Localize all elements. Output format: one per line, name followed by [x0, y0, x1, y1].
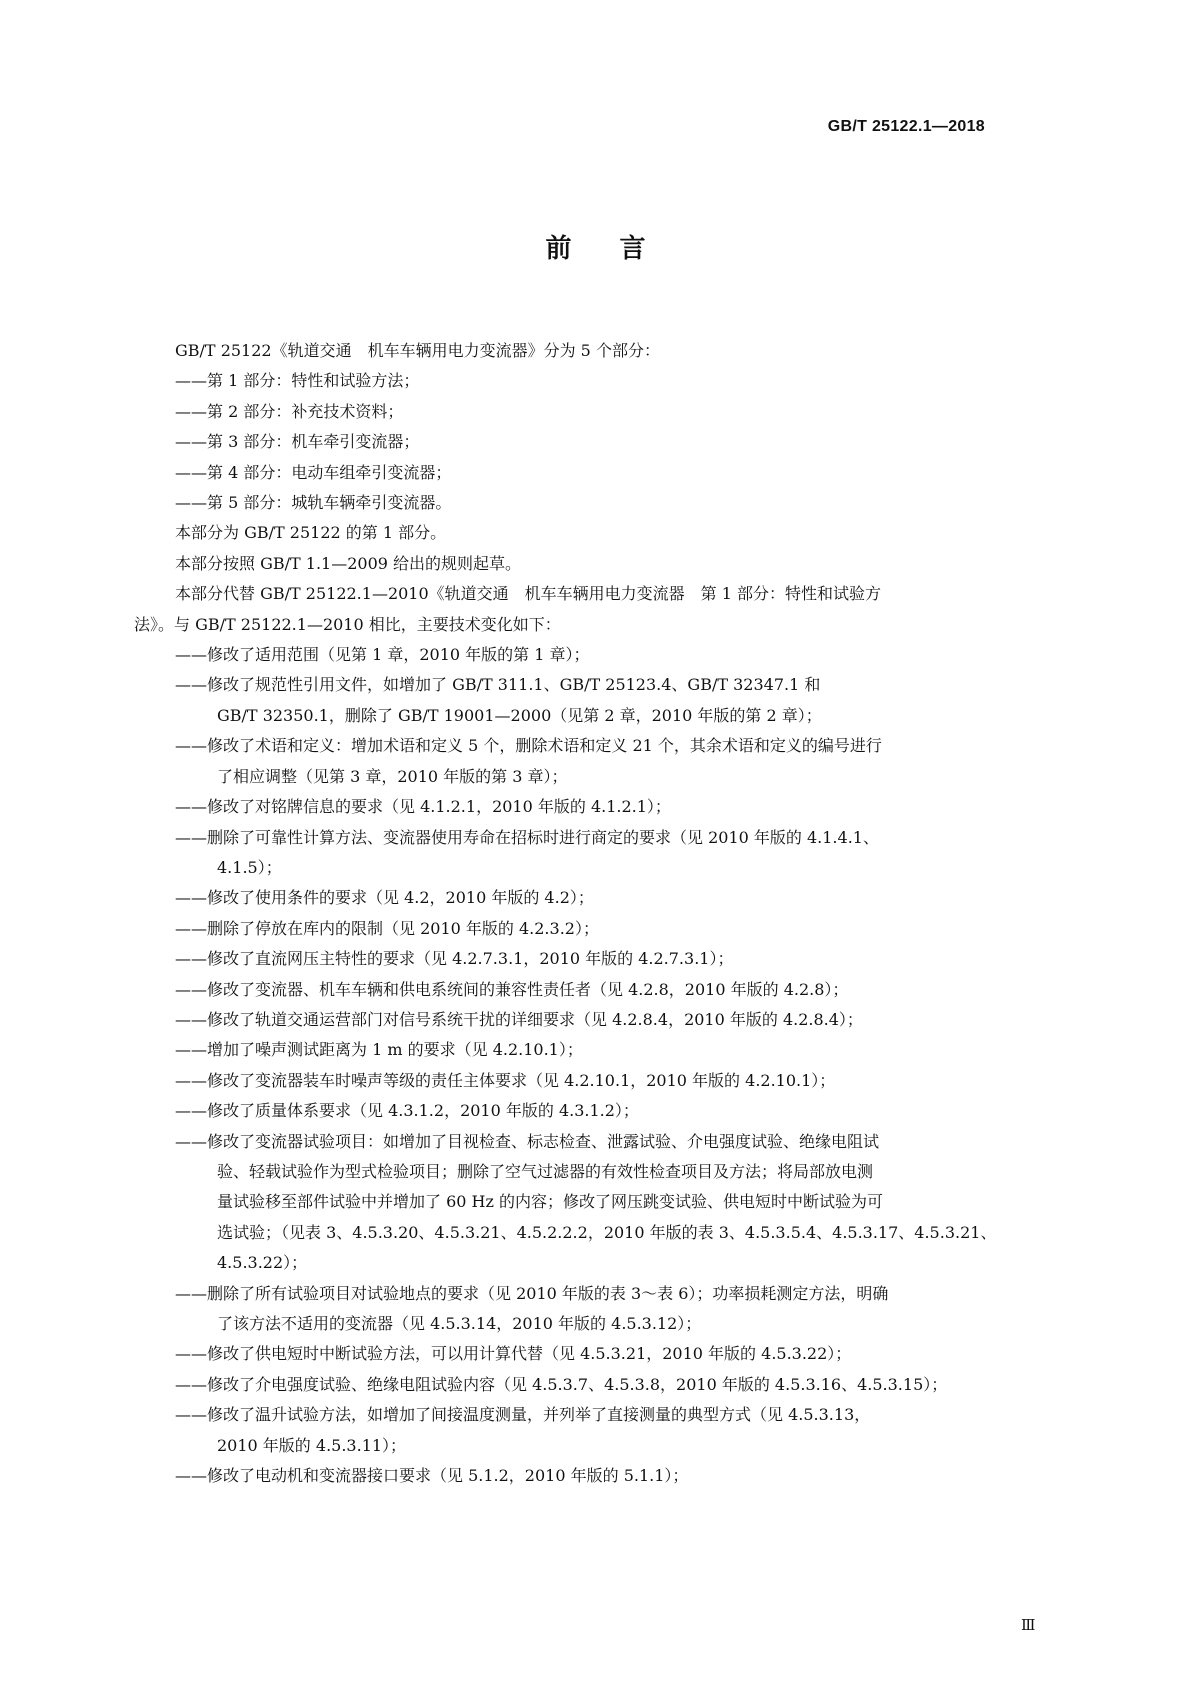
list-item-continuation: 量试验移至部件试验中并增加了 60 Hz 的内容；修改了网压跳变试验、供电短时中断试验为可: [217, 1192, 884, 1212]
list-item-continuation: 4.5.3.22）；: [217, 1253, 308, 1273]
page-number: Ⅲ: [1021, 1616, 1036, 1634]
paragraph-line: 本部分代替 GB/T 25122.1—2010《轨道交通 机车车辆用电力变流器 第 1 部分：特性和试验方: [175, 584, 882, 604]
list-item-continuation: 验、轻载试验作为型式检验项目；删除了空气过滤器的有效性检查项目及方法；将局部放电测: [217, 1161, 874, 1181]
list-item-continuation: 4.1.5）；: [217, 857, 282, 877]
page-title: 前言: [545, 234, 694, 264]
list-item-continuation: 选试验；（见表 3、4.5.3.20、4.5.3.21、4.5.2.2.2，2010 年版的表 3、4.5.3.5.4、4.5.3.17、4.5.3.21、: [217, 1222, 997, 1242]
list-item: ——修改了适用范围（见第 1 章，2010 年版的第 1 章）；: [175, 645, 590, 665]
list-item: ——第 2 部分：补充技术资料；: [175, 401, 404, 421]
list-item: ——修改了介电强度试验、绝缘电阻试验内容（见 4.5.3.7、4.5.3.8，2010 年版的 4.5.3.16、4.5.3.15）；: [175, 1374, 948, 1394]
document-code: GB/T 25122.1—2018: [827, 118, 985, 135]
list-item: ——修改了变流器装车时噪声等级的责任主体要求（见 4.2.10.1，2010 年版的 4.2.10.1）；: [175, 1070, 836, 1090]
list-item: ——修改了电动机和变流器接口要求（见 5.1.2，2010 年版的 5.1.1）；: [175, 1466, 689, 1486]
paragraph-line: 法》。与 GB/T 25122.1—2010 相比，主要技术变化如下：: [134, 614, 561, 634]
foreword-body: [134, 336, 1054, 1491]
list-item-continuation: GB/T 32350.1，删除了 GB/T 19001—2000（见第 2 章，2010 年版的第 2 章）；: [217, 705, 822, 725]
list-item: ——第 3 部分：机车牵引变流器；: [175, 432, 420, 452]
list-item: ——修改了使用条件的要求（见 4.2，2010 年版的 4.2）；: [175, 888, 594, 908]
list-item: ——修改了直流网压主特性的要求（见 4.2.7.3.1，2010 年版的 4.2.7.3.1）；: [175, 949, 734, 969]
list-item: ——修改了温升试验方法，如增加了间接温度测量，并列举了直接测量的典型方式（见 4.5.3.13，: [175, 1405, 871, 1425]
list-item: ——修改了质量体系要求（见 4.3.1.2，2010 年版的 4.3.1.2）；: [175, 1101, 639, 1121]
list-item: ——删除了所有试验项目对试验地点的要求（见 2010 年版的表 3～表 6）；功率损耗测定方法，明确: [175, 1283, 889, 1303]
list-item: ——修改了轨道交通运营部门对信号系统干扰的详细要求（见 4.2.8.4，2010 年版的 4.2.8.4）；: [175, 1009, 863, 1029]
list-item: ——第 1 部分：特性和试验方法；: [175, 371, 420, 391]
list-item: ——增加了噪声测试距离为 1 m 的要求（见 4.2.10.1）；: [175, 1040, 583, 1060]
list-item: ——修改了变流器试验项目：如增加了目视检查、标志检查、泄露试验、介电强度试验、绝缘电阻试: [175, 1131, 880, 1151]
paragraph-line: 本部分为 GB/T 25122 的第 1 部分。: [175, 523, 447, 543]
paragraph-line: GB/T 25122《轨道交通 机车车辆用电力变流器》分为 5 个部分：: [175, 341, 660, 360]
list-item: ——第 4 部分：电动车组牵引变流器；: [175, 462, 452, 482]
list-item: ——删除了可靠性计算方法、变流器使用寿命在招标时进行商定的要求（见 2010 年版的 4.1.4.1、: [175, 827, 879, 847]
list-item: ——删除了停放在库内的限制（见 2010 年版的 4.2.3.2）；: [175, 918, 599, 938]
list-item: ——第 5 部分：城轨车辆牵引变流器。: [175, 493, 452, 513]
list-item: ——修改了规范性引用文件，如增加了 GB/T 311.1、GB/T 25123.4、GB/T 32347.1 和: [175, 675, 821, 695]
list-item-continuation: 2010 年版的 4.5.3.11）；: [217, 1435, 407, 1455]
list-item: ——修改了变流器、机车车辆和供电系统间的兼容性责任者（见 4.2.8，2010 年版的 4.2.8）；: [175, 979, 849, 999]
list-item: ——修改了供电短时中断试验方法，可以用计算代替（见 4.5.3.21，2010 年版的 4.5.3.22）；: [175, 1344, 852, 1364]
list-item: ——修改了对铭牌信息的要求（见 4.1.2.1，2010 年版的 4.1.2.1）；: [175, 797, 671, 817]
paragraph-line: 本部分按照 GB/T 1.1—2009 给出的规则起草。: [175, 553, 522, 573]
list-item-continuation: 了相应调整（见第 3 章，2010 年版的第 3 章）；: [217, 766, 568, 786]
list-item: ——修改了术语和定义：增加术语和定义 5 个，删除术语和定义 21 个，其余术语和定义的编号进行: [175, 736, 882, 756]
list-item-continuation: 了该方法不适用的变流器（见 4.5.3.14，2010 年版的 4.5.3.12）；: [217, 1314, 702, 1333]
